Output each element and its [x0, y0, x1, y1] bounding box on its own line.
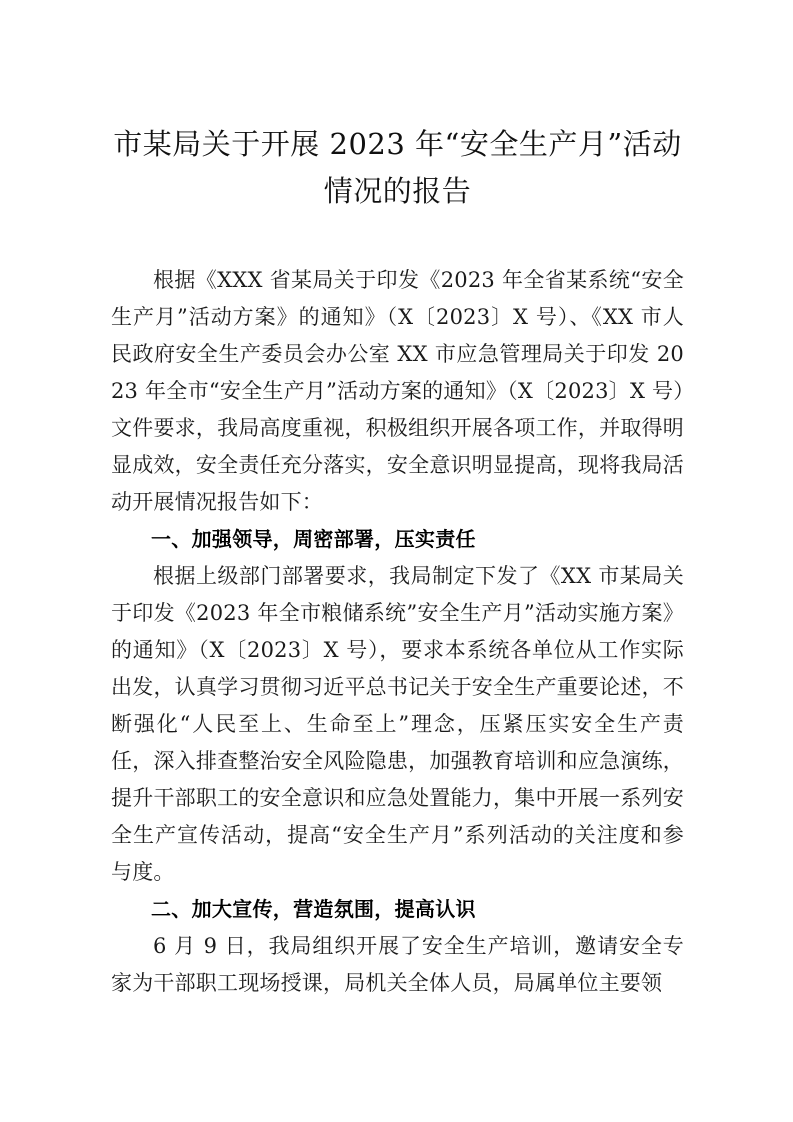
page-title-line-1: 市某局关于开展 2023 年“安全生产月”活动 — [113, 127, 682, 161]
section-2-paragraph: 6 月 9 日，我局组织开展了安全生产培训，邀请安全专家为干部职工现场授课，局机关全体人员，局属单位主要领 — [111, 934, 684, 995]
page-title-line-2: 情况的报告 — [323, 174, 472, 208]
section-heading-1: 一、加强领导，周密部署，压实责任 — [151, 527, 476, 551]
title-body-spacer — [111, 215, 684, 262]
intro-paragraph: 根据《XXX 省某局关于印发《2023 年全省某系统“安全生产月”活动方案》的通知》（X〔2023〕X 号）、《XX 市人民政府安全生产委员会办公室 XX 市应急管理局关于印发 2023 年全市“安全生产月”活动方案的通知》（X〔2023〕X 号）文件要求，我局高度重视，积极组织开展各项工作，并取得明显成效，安全责任充分落实，安全意识明显提高，现将我局活动开展情况报告如下： — [111, 268, 684, 514]
section-heading-2: 二、加大宣传，营造氛围，提高认识 — [151, 897, 476, 921]
page-title — [111, 0, 684, 215]
section-1-paragraph: 根据上级部门部署要求，我局制定下发了《XX 市某局关于印发《2023 年全市粮储系统”安全生产月”活动实施方案》的通知》（X〔2023〕X 号），要求本系统各单位从工作实际出发，认真学习贯彻习近平总书记关于安全生产重要论述，不断强化“人民至上、生命至上”理念，压紧压实安全生产责任，深入排查整治安全风险隐患，加强教育培训和应急演练，提升干部职工的安全意识和应急处置能力，集中开展一系列安全生产宣传活动，提高“安全生产月”系列活动的关注度和参与度。 — [111, 564, 684, 884]
document-text-column — [111, 0, 684, 1002]
